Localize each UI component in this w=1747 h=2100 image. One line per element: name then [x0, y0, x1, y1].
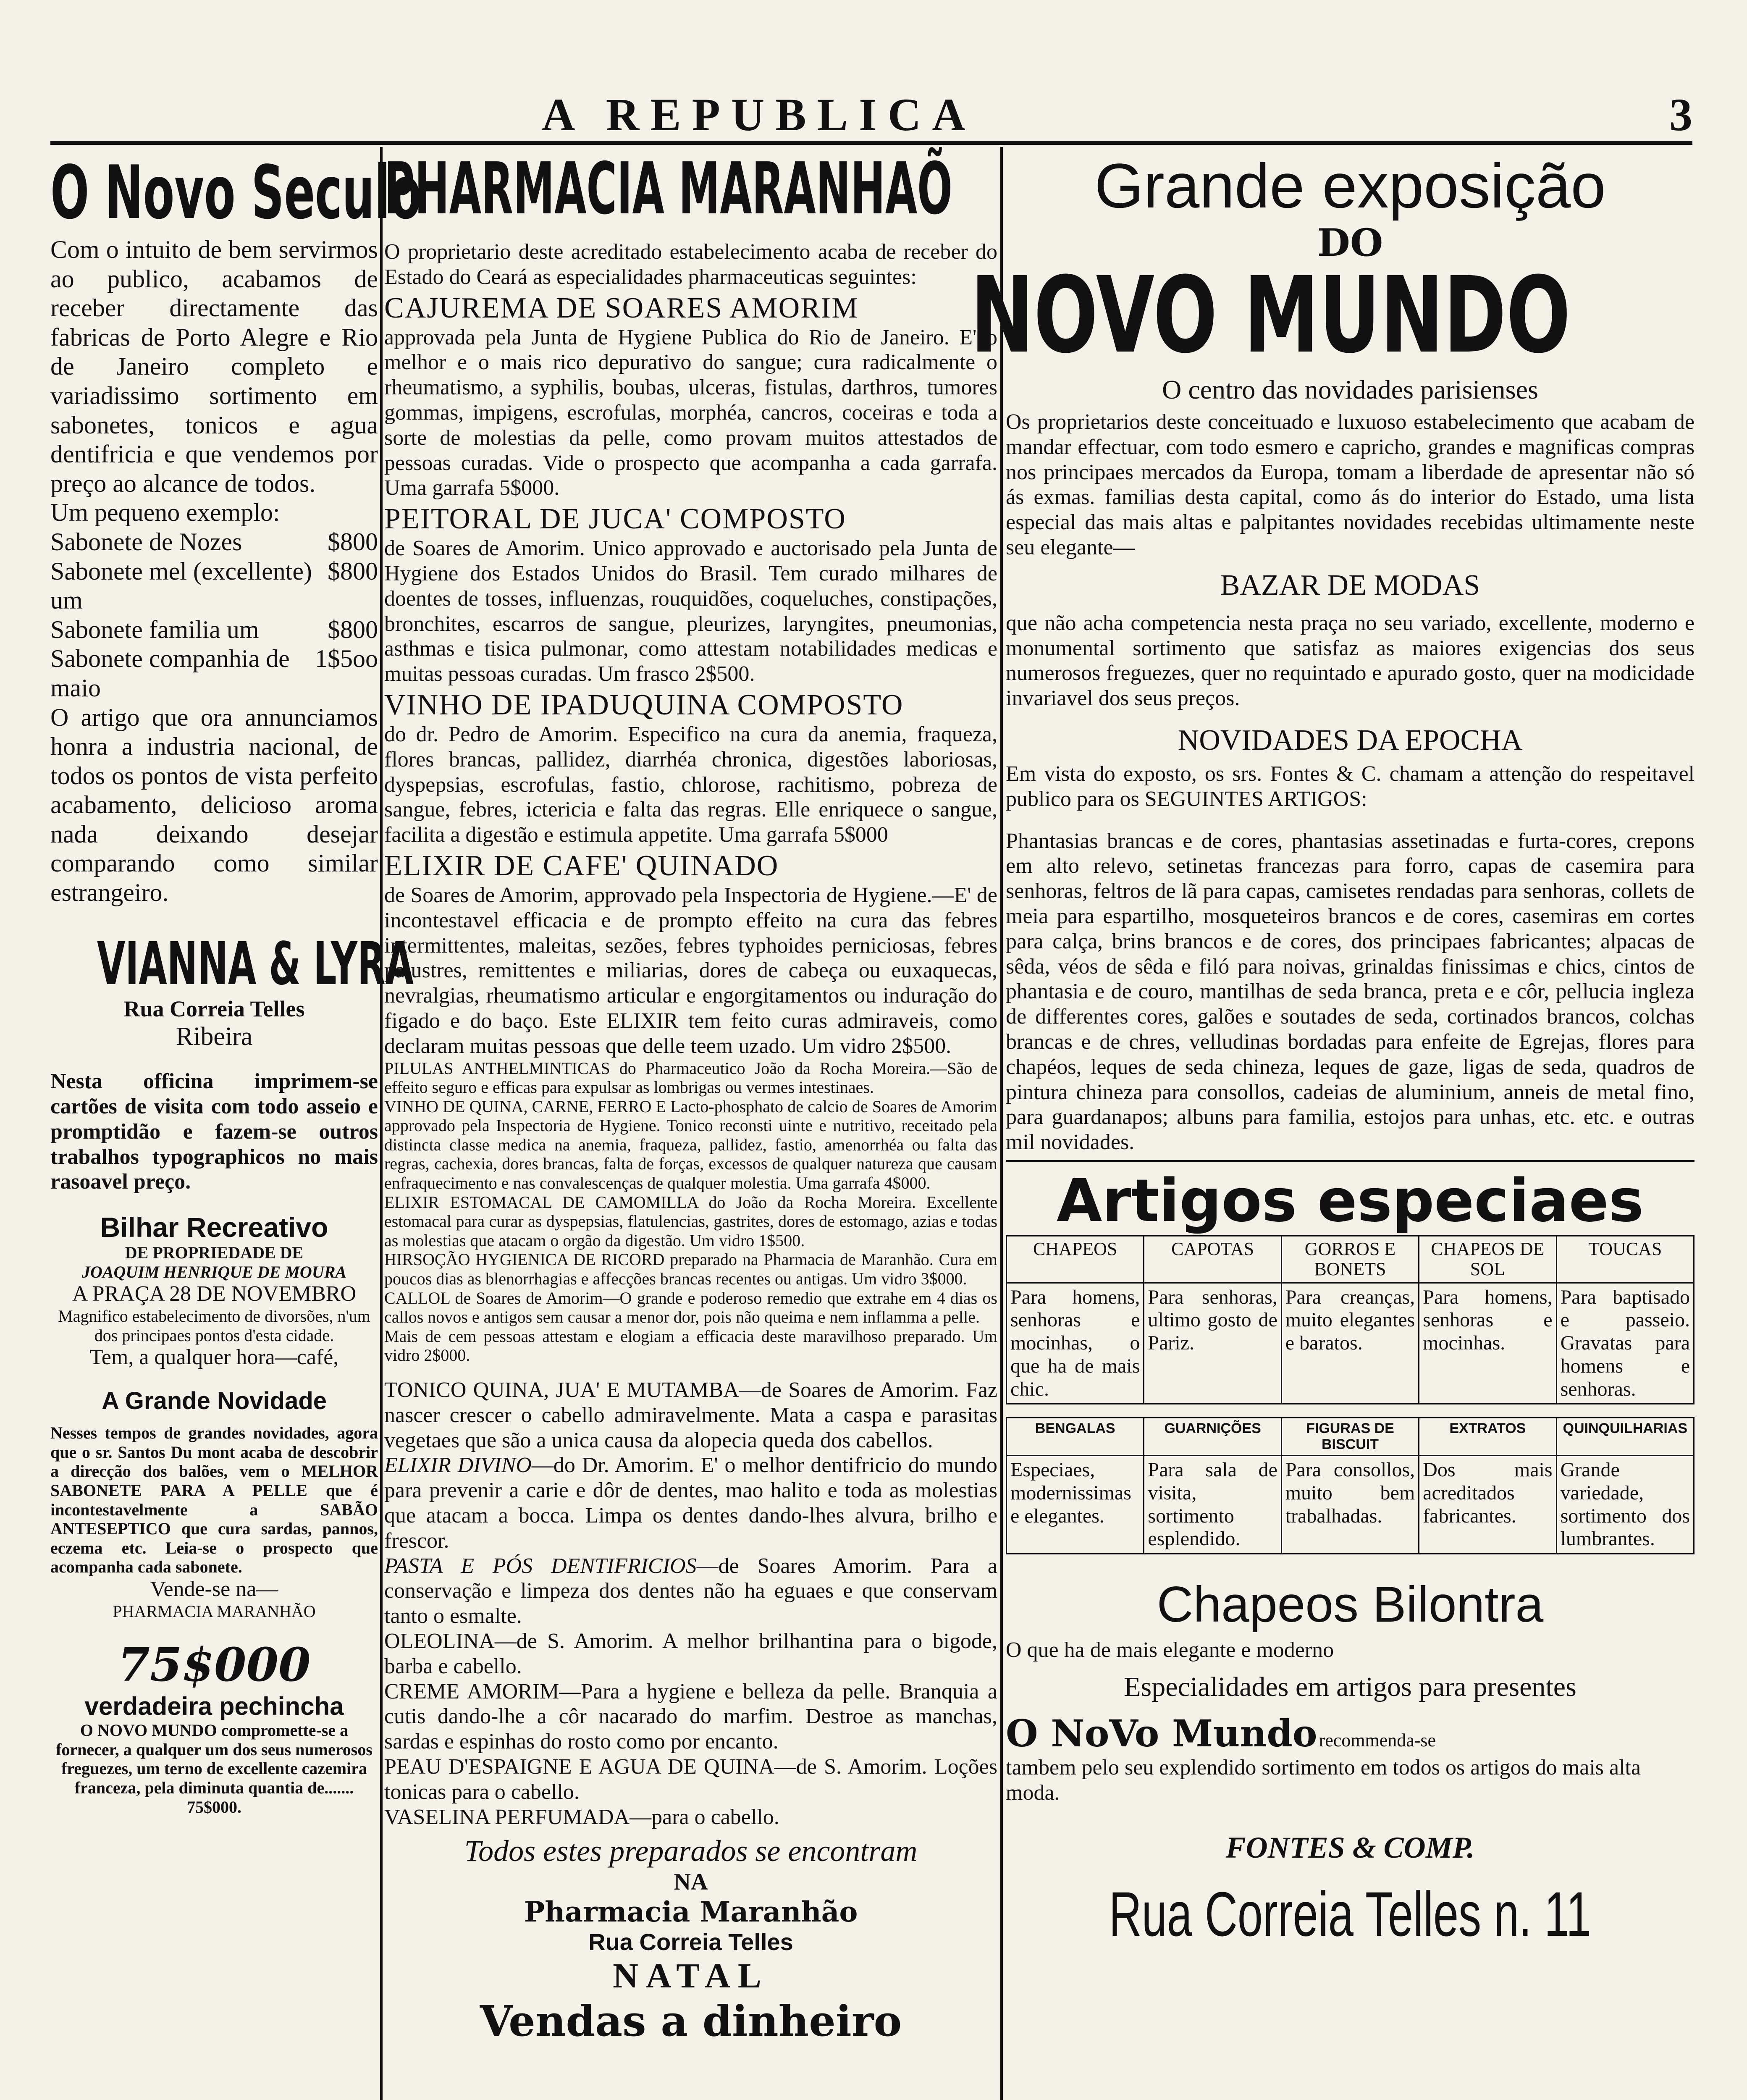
exposicao-title: Grande exposição: [1094, 150, 1606, 221]
more-product: [384, 1554, 997, 1629]
novo-mundo-subtitle: O centro das novidades parisienses: [1162, 375, 1538, 404]
table-cell: Para senhoras, ultimo gosto de Pariz.: [1144, 1283, 1281, 1404]
pharmacia-title: PHARMACIA MARANHAÕ: [384, 147, 952, 231]
grande-novidade-ad: [50, 1387, 378, 1621]
novidades-title: NOVIDADES DA EPOCHA: [1178, 724, 1523, 756]
bilhar-ad: [50, 1211, 378, 1370]
table-cell: Dos mais acreditados fabricantes.: [1419, 1456, 1556, 1554]
page-number: 3: [1669, 89, 1692, 140]
recomenda: recommenda-se: [1319, 1730, 1436, 1751]
more-product: [384, 1805, 997, 1830]
price-list: [50, 528, 378, 703]
small-item: VINHO DE QUINA, CARNE, FERRO E Lacto-phosphato de calcio de Soares de Amorim approvado pela Inspectoria de Hygiene. Tonico reconsti uinte e nutritivo, receitado pela distincta classe medica na anemia, fraqueza, pallidez, fastio, amenorrhéa ou falta das regras, cachexia, dores brancas, falta de forças, excessos de qualquer natureza que causam enfraquecimento e nas convalescenças de qualquer molestia. Uma garrafa 4$000.: [384, 1097, 997, 1193]
table-cell: Para homens, senhoras e mocinhas, o que ha de mais chic.: [1007, 1283, 1144, 1404]
product-name: PEITORAL DE JUCA' COMPOSTO: [384, 503, 846, 536]
product-item: [384, 688, 997, 848]
table-cell: Para creanças, muito elegantes e baratos.: [1281, 1283, 1419, 1404]
grande-novidade-sale: Vende-se na—: [150, 1577, 278, 1601]
price-row: [50, 615, 378, 645]
pharmacia-intro: O proprietario deste acreditado estabelecimento acaba de receber do Estado do Ceará as especialidades pharmaceuticas seguintes:: [384, 240, 997, 289]
novo-seculo-example: Um pequeno exemplo:: [50, 499, 280, 527]
table-cell: Especiaes, modernissimas e elegantes.: [1007, 1456, 1144, 1554]
price-value: $800: [328, 557, 378, 585]
product-name: VINHO DE IPADUQUINA COMPOSTO: [384, 688, 904, 721]
more-product: [384, 1453, 997, 1553]
novo-seculo-closing: O artigo que ora annunciamos honra a industria nacional, de todos os pontos de vista perfeito acabamento, delicioso aroma nada deixando desejar comparando como similar estrangeiro.: [50, 703, 378, 907]
vianna-street: Rua Correia Telles: [123, 996, 305, 1021]
section-separator: [1006, 1160, 1695, 1162]
more-product: [384, 1754, 997, 1805]
table-header: QUINQUILHARIAS: [1556, 1418, 1694, 1456]
table-header: GORROS E BONETS: [1281, 1236, 1419, 1283]
column-right: [970, 150, 1695, 2100]
novidades-list: Phantasias brancas e de cores, phantasias assetinadas e furta-cores, crepons em alto relevo, setinetas francezas para forro, capas de casemira para senhoras, feltros de lã para capas, camisetes rendadas para senhoras, collets de meia para espartilho, mosqueteiros brancos e de cores, casemiras em cortes para calça, brins brancos e de cores, dos principaes fabricantes; alpacas de sêda, véos de sêda e filó para noivas, grinaldas finissimas e chics, cintos de phantasia e de couro, mantilhas de seda branca, preta e e côr, pellucia ingleza de differentes cores, galões e soutades de seda, cortinados brancos, colchas brancas e de chres, velludinas bordadas para enfeite de Egrejas, flores para chapéos, leques de seda chineza, leques de gaze, ligas de seda, quadros de pintura chineza para consollos, cadeias de aluminium, anneis de metal fino, para guardanapos; albuns para familia, estojos para unhas, etc. etc. e outras mil novidades.: [1006, 829, 1695, 1155]
table-header: BENGALAS: [1007, 1418, 1144, 1456]
table-header-row: [1007, 1418, 1694, 1456]
column-divider-1: [380, 147, 383, 2100]
exposicao-do: DO: [1317, 220, 1383, 265]
more-product-name: VASELINA PERFUMADA: [384, 1805, 630, 1829]
price-row: [50, 528, 378, 557]
price-value: 1$5oo: [315, 645, 378, 673]
chapeos-sub: O que ha de mais elegante e moderno: [1006, 1638, 1334, 1662]
bilhar-title: Bilhar Recreativo: [100, 1212, 328, 1243]
table-cell: Para homens, senhoras e mocinhas.: [1419, 1283, 1556, 1404]
small-item: ELIXIR ESTOMACAL DE CAMOMILLA do João da Rocha Moreira. Excellente estomacal para curar as dyspepsias, flatulencias, gastrites, dores de estomago, azias e todas as molestias que atacam o orgão da digestão. Um vidro 1$500.: [384, 1192, 997, 1250]
more-product-name: PASTA E PÓS DENTIFRICIOS: [384, 1554, 697, 1578]
column-divider-2: [1000, 147, 1003, 2100]
bilhar-owner-line: DE PROPRIEDADE DE: [125, 1243, 304, 1263]
small-item: Mais de cem pessoas attestam e elogiam a efficacia deste maravilhoso preparado. Um vidro 2$000.: [384, 1326, 997, 1365]
grande-novidade-place: PHARMACIA MARANHÃO: [113, 1601, 316, 1621]
price-item: Sabonete mel (excellente) um: [50, 557, 312, 614]
product-item: [384, 849, 997, 1059]
pechincha-headline: verdadeira pechincha: [84, 1692, 344, 1721]
price-item: Sabonete familia um: [50, 615, 259, 643]
especialidades: Especialidades em artigos para presentes: [1124, 1671, 1576, 1702]
column-left: [50, 150, 422, 2100]
more-product-text: —de S. Amorim. Loções tonicas para o cabello.: [384, 1754, 997, 1804]
bazar-text: que não acha competencia nesta praça no seu variado, excellente, moderno e monumental sortimento que satisfaz as maiores exigencias dos seus numerosos freguezes, quer no requintado e apurado gosto, quer na modicidade invariavel dos seus preços.: [1006, 611, 1695, 711]
pechincha-amount: 75$000.: [187, 1797, 241, 1816]
product-name: ELIXIR DE CAFE' QUINADO: [384, 849, 779, 882]
more-product-name: TONICO QUINA, JUA' E MUTAMBA: [384, 1378, 739, 1402]
price-value: $800: [328, 615, 378, 643]
novo-mundo-title: NOVO MUNDO: [970, 254, 1571, 376]
product-text: de Soares de Amorim. Unico approvado e auctorisado pela Junta de Hygiene dos Estados Unidos do Brasil. Tem curado milhares de doentes de tosses, influenzas, rouquidões, coqueluches, constipações, bronchites, escarros de sangue, pleurizes, laryngites, pneumonias, asthmas e tisica pulmonar, como attestam notabilidades medicas e muitas pessoas curadas. Um frasco 2$500.: [384, 536, 997, 686]
price-row: [50, 644, 378, 703]
table-header: GUARNIÇÕES: [1144, 1418, 1281, 1456]
bilhar-address: A PRAÇA 28 DE NOVEMBRO: [72, 1282, 357, 1306]
grande-novidade-body: Nesses tempos de grandes novidades, agora que o sr. Santos Du mont acaba de descobrir a direcção dos balões, vem o MELHOR SABONETE PARA A PELLE que é incontestavelmente a SABÃO ANTESEPTICO que cura sardas, pannos, eczema etc. Leia-se o prospecto que acompanha cada sabonete.: [50, 1423, 378, 1577]
footer-line4: Rua Correia Telles: [588, 1929, 793, 1956]
vianna-lyra-ad: [50, 929, 414, 1195]
more-product-text: —Para a hygiene e belleza da pelle. Branquia a cutis dando-lhe a côr nacarado do marfim. Destroe as manchas, sardas e espinhas do rosto como por encanto.: [384, 1679, 997, 1754]
novo-seculo-body: Com o intuito de bem servirmos ao publico, acabamos de receber directamente das fabricas de Porto Alegre e Rio de Janeiro completo e variadissimo sortimento em sabonetes, tonicos e agua dentifricia e que vendemos por preço ao alcance de todos.: [50, 236, 378, 497]
more-product-name: PEAU D'ESPAIGNE E AGUA DE QUINA: [384, 1754, 774, 1779]
pechincha-price: 75$000: [118, 1638, 311, 1692]
footer-line5: NATAL: [613, 1956, 769, 1996]
small-item: HIRSOÇÃO HYGIENICA DE RICORD preparado na Pharmacia de Maranhão. Cura em poucos dias as blenorrhagias e affecções brancas recentes ou antigas. Um vidro 3$000.: [384, 1250, 997, 1289]
signature: FONTES & COMP.: [1225, 1831, 1475, 1865]
pechincha-ad: [50, 1638, 378, 1816]
more-product-name: ELIXIR DIVINO: [384, 1453, 532, 1478]
more-product-text: —de S. Amorim. A melhor brilhantina para o bigode, barba e cabello.: [384, 1629, 997, 1678]
footer-line1: Todos estes preparados se encontram: [464, 1834, 918, 1868]
footer-line3: Pharmacia Maranhão: [524, 1895, 858, 1929]
table-header: EXTRATOS: [1419, 1418, 1556, 1456]
vianna-lyra-title: VIANNA & LYRA: [97, 929, 414, 998]
price-row: [50, 557, 378, 615]
vianna-district: Ribeira: [176, 1022, 253, 1051]
footer-line2: NA: [674, 1869, 708, 1895]
product-text: approvada pela Junta de Hygiene Publica do Rio de Janeiro. E' o melhor e o mais rico depurativo do sangue; cura radicalmente o rheumatismo, a syphilis, boubas, ulceras, fistulas, darthros, tumores gommas, impigens, escrofulas, morphéa, cancros, coceiras e toda a sorte de molestias da pelle, como provam muitos attestados de pessoas curadas. Vide o prospecto que acompanha a cada garrafa. Uma garrafa 5$000.: [384, 325, 997, 500]
pechincha-body: O NOVO MUNDO compromette-se a fornecer, a qualquer um dos seus numerosos freguezes, um terno de excellente cazemira franceza, pela diminuta quantia de.......: [56, 1721, 372, 1798]
artigos-table-2: [1006, 1417, 1695, 1554]
price-value: $800: [328, 528, 378, 556]
more-product-text: —do Dr. Amorim. E' o melhor dentifricio do mundo para prevenir a carie e dôr de dentes, mao halito e toda as molestias que atacam a bocca. Limpa os dentes dando-lhes alvura, brilho e frescor.: [384, 1453, 997, 1553]
small-item: CALLOL de Soares de Amorim—O grande e poderoso remedio que extrahe em 4 dias os callos novos e antigos sem causar a menor dor, pois não queima e nem inflamma a pelle.: [384, 1288, 997, 1327]
newspaper-title: A REPUBLICA: [542, 89, 976, 140]
more-product-text: —para o cabello.: [630, 1805, 779, 1829]
recomenda-text: tambem pelo seu explendido sortimento em todos os artigos do mais alta moda.: [1006, 1755, 1641, 1805]
more-product: [384, 1629, 997, 1679]
small-item: PILULAS ANTHELMINTICAS do Pharmaceutico João da Rocha Moreira.—São de effeito seguro e efficas para expulsar as lombrigas ou vermes intestinaes.: [384, 1058, 997, 1097]
more-product-name: OLEOLINA: [384, 1629, 495, 1653]
product-text: de Soares de Amorim, approvado pela Inspectoria de Hygiene.—E' de incontestavel efficacia e de prompto effeito na cura das febres intermittentes, maleitas, sezões, febres typhoides perniciosas, febres palustres, remittentes e miliarias, dores de cabeça ou euxaquecas, nevralgias, rheumatismo articular e engorgitamentos ou induração do figado e do baço. Este ELIXIR tem feito curas admiraveis, como declaram muitas pessoas que delle teem uzado. Um vidro 2$500.: [384, 883, 997, 1058]
artigos-title: Artigos especiaes: [1057, 1166, 1644, 1235]
more-product: [384, 1679, 997, 1754]
table-cell: Grande variedade, sortimento dos lumbrantes.: [1556, 1456, 1694, 1554]
product-item: [384, 291, 997, 501]
footer-line6: Vendas a dinheiro: [480, 1996, 902, 2046]
column-middle: [384, 147, 998, 2100]
table-header-row: [1007, 1236, 1694, 1283]
grande-novidade-title: A Grande Novidade: [101, 1387, 327, 1415]
bilhar-owner: JOAQUIM HENRIQUE DE MOURA: [81, 1262, 347, 1281]
more-product-name: CREME AMORIM: [384, 1679, 559, 1704]
novo-mundo-brand: O NoVo Mundo: [1006, 1711, 1317, 1755]
table-header: CHAPEOS: [1007, 1236, 1144, 1283]
table-header: FIGURAS DE BISCUIT: [1281, 1418, 1419, 1456]
bilhar-body: Magnifico estabelecimento de divorsões, n'um dos principaes pontos d'esta cidade.: [58, 1307, 370, 1345]
table-header: CHAPEOS DE SOL: [1419, 1236, 1556, 1283]
table-row: [1007, 1456, 1694, 1554]
more-products: [384, 1378, 997, 1830]
artigos-table-1: [1006, 1235, 1695, 1404]
novidades-intro: Em vista do exposto, os srs. Fontes & C. chamam a attenção do respeitavel publico para os SEGUINTES ARTIGOS:: [1006, 761, 1695, 811]
vianna-body: Nesta officina imprimem-se cartões de visita com todo asseio e promptidão e fazem-se outros trabalhos typographicos no mais rasoavel preço.: [50, 1069, 378, 1194]
product-text: do dr. Pedro de Amorim. Especifico na cura da anemia, fraqueza, flores brancas, pallidez, diarrhéa chronica, digestões laboriosas, dyspepsias, escrofulas, fastio, chlorose, rachitismo, pobreza de sangue, febres, ictericia e falta das regras. Elle enriquece o sangue, facilita a digestão e estimula appetite. Uma garrafa 5$000: [384, 722, 997, 847]
chapeos-title: Chapeos Bilontra: [1157, 1576, 1544, 1633]
table-cell: Para sala de visita, sortimento esplendido.: [1144, 1456, 1281, 1554]
table-header: CAPOTAS: [1144, 1236, 1281, 1283]
more-product-text: —de Soares Amorim. Para a conservação e limpeza dos dentes não ha eguaes e que conservam tanto o esmalte.: [384, 1554, 998, 1628]
product-item: [384, 502, 997, 687]
product-list: [384, 291, 997, 1059]
novo-mundo-intro: Os proprietarios deste conceituado e luxuoso estabelecimento que acabam de mandar effectuar, com todo esmero e capricho, grandes e magnificas compras nos principaes mercados da Europa, tomam a liberdade de apresentar não só ás exmas. familias desta capital, como ás do interior do Estado, uma lista especial das mais altas e palpitantes novidades recebidas ultimamente neste seu elegante—: [1006, 410, 1695, 559]
product-name: CAJUREMA DE SOARES AMORIM: [384, 291, 859, 324]
table-cell: Para baptisado e passeio. Gravatas para homens e senhoras.: [1556, 1283, 1694, 1404]
novo-seculo-title: O Novo Seculo: [50, 150, 422, 236]
price-item: Sabonete companhia de maio: [50, 645, 290, 702]
pharmacia-footer: [384, 1834, 997, 2046]
bilhar-tail: Tem, a qualquer hora—café,: [89, 1345, 339, 1370]
more-product: [384, 1378, 997, 1453]
table-header: TOUCAS: [1556, 1236, 1694, 1283]
price-item: Sabonete de Nozes: [50, 528, 242, 556]
table-row: [1007, 1283, 1694, 1404]
address: Rua Correia Telles n. 11: [1109, 1879, 1592, 1950]
bazar-title: BAZAR DE MODAS: [1220, 569, 1480, 601]
novo-mundo-line: [1006, 1712, 1695, 1755]
novo-seculo-ad: [50, 150, 422, 908]
masthead-rule: [50, 141, 1692, 145]
more-product-text: —de Soares de Amorim. Faz nascer crescer o cabello admiravelmente. Mata a caspa e parasitas vegetaes que são a unica causa da alopecia queda dos cabellos.: [384, 1378, 997, 1452]
masthead: [0, 88, 1747, 139]
small-items: [384, 1059, 997, 1365]
table-cell: Para consollos, muito bem trabalhadas.: [1281, 1456, 1419, 1554]
